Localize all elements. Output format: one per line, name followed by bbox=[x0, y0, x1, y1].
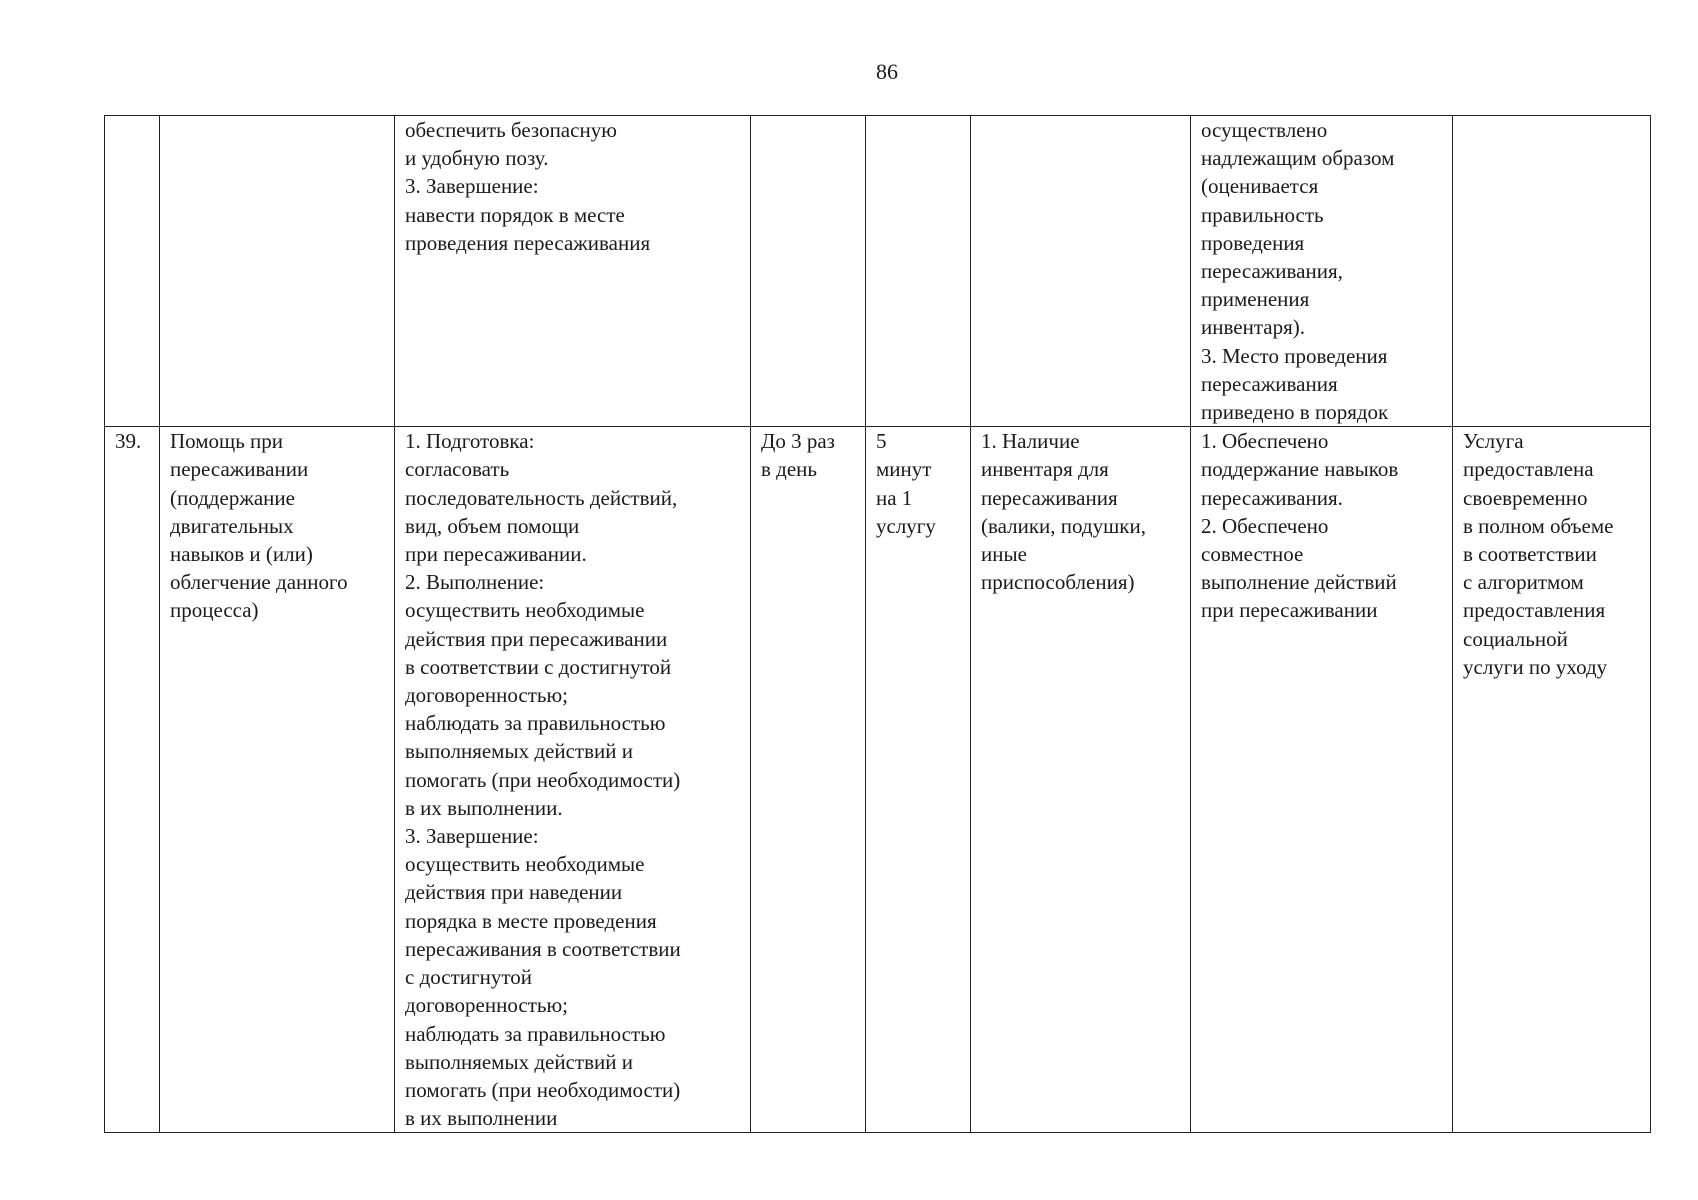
table-row-39 bbox=[105, 427, 1651, 1133]
cell-periodicity: До 3 раз в день bbox=[751, 427, 866, 1133]
cell-duration bbox=[866, 116, 971, 427]
cell-periodicity bbox=[751, 116, 866, 427]
cell-evaluation bbox=[1453, 116, 1651, 427]
cell-number: 39. bbox=[105, 427, 160, 1133]
cell-algorithm: 1. Подготовка: согласовать последовательность действий, вид, объем помощи при пересаживании. 2. Выполнение: осуществить необходимые действия при пересаживании в соответствии с достигнутой договоренностью; наблюдать за правильностью выполняемых действий и помогать (при необходимости) в их выполнении. 3. Завершение: осуществить необходимые действия при наведении порядка в месте проведения пересаживания в соответствии с достигнутой договоренностью; наблюдать за правильностью выполняемых действий и помогать (при необходимости) в их выполнении bbox=[395, 427, 751, 1133]
cell-service bbox=[160, 116, 395, 427]
cell-quality-indicators: 1. Обеспечено поддержание навыков пересаживания. 2. Обеспечено совместное выполнение действий при пересаживании bbox=[1191, 427, 1453, 1133]
cell-number bbox=[105, 116, 160, 427]
page-number: 86 bbox=[876, 59, 898, 84]
cell-duration: 5 минут на 1 услугу bbox=[866, 427, 971, 1133]
cell-conditions: 1. Наличие инвентаря для пересаживания (валики, подушки, иные приспособления) bbox=[971, 427, 1191, 1133]
cell-quality-indicators: осуществлено надлежащим образом (оценивается правильность проведения пересаживания, применения инвентаря). 3. Место проведения пересаживания приведено в порядок bbox=[1191, 116, 1453, 427]
cell-algorithm: обеспечить безопасную и удобную позу. 3. Завершение: навести порядок в месте проведения пересаживания bbox=[395, 116, 751, 427]
cell-evaluation: Услуга предоставлена своевременно в полном объеме в соответствии с алгоритмом предоставления социальной услуги по уходу bbox=[1453, 427, 1651, 1133]
cell-service: Помощь при пересаживании (поддержание двигательных навыков и (или) облегчение данного процесса) bbox=[160, 427, 395, 1133]
table-row-continuation bbox=[105, 116, 1651, 427]
cell-conditions bbox=[971, 116, 1191, 427]
service-standards-table bbox=[104, 115, 1651, 1133]
